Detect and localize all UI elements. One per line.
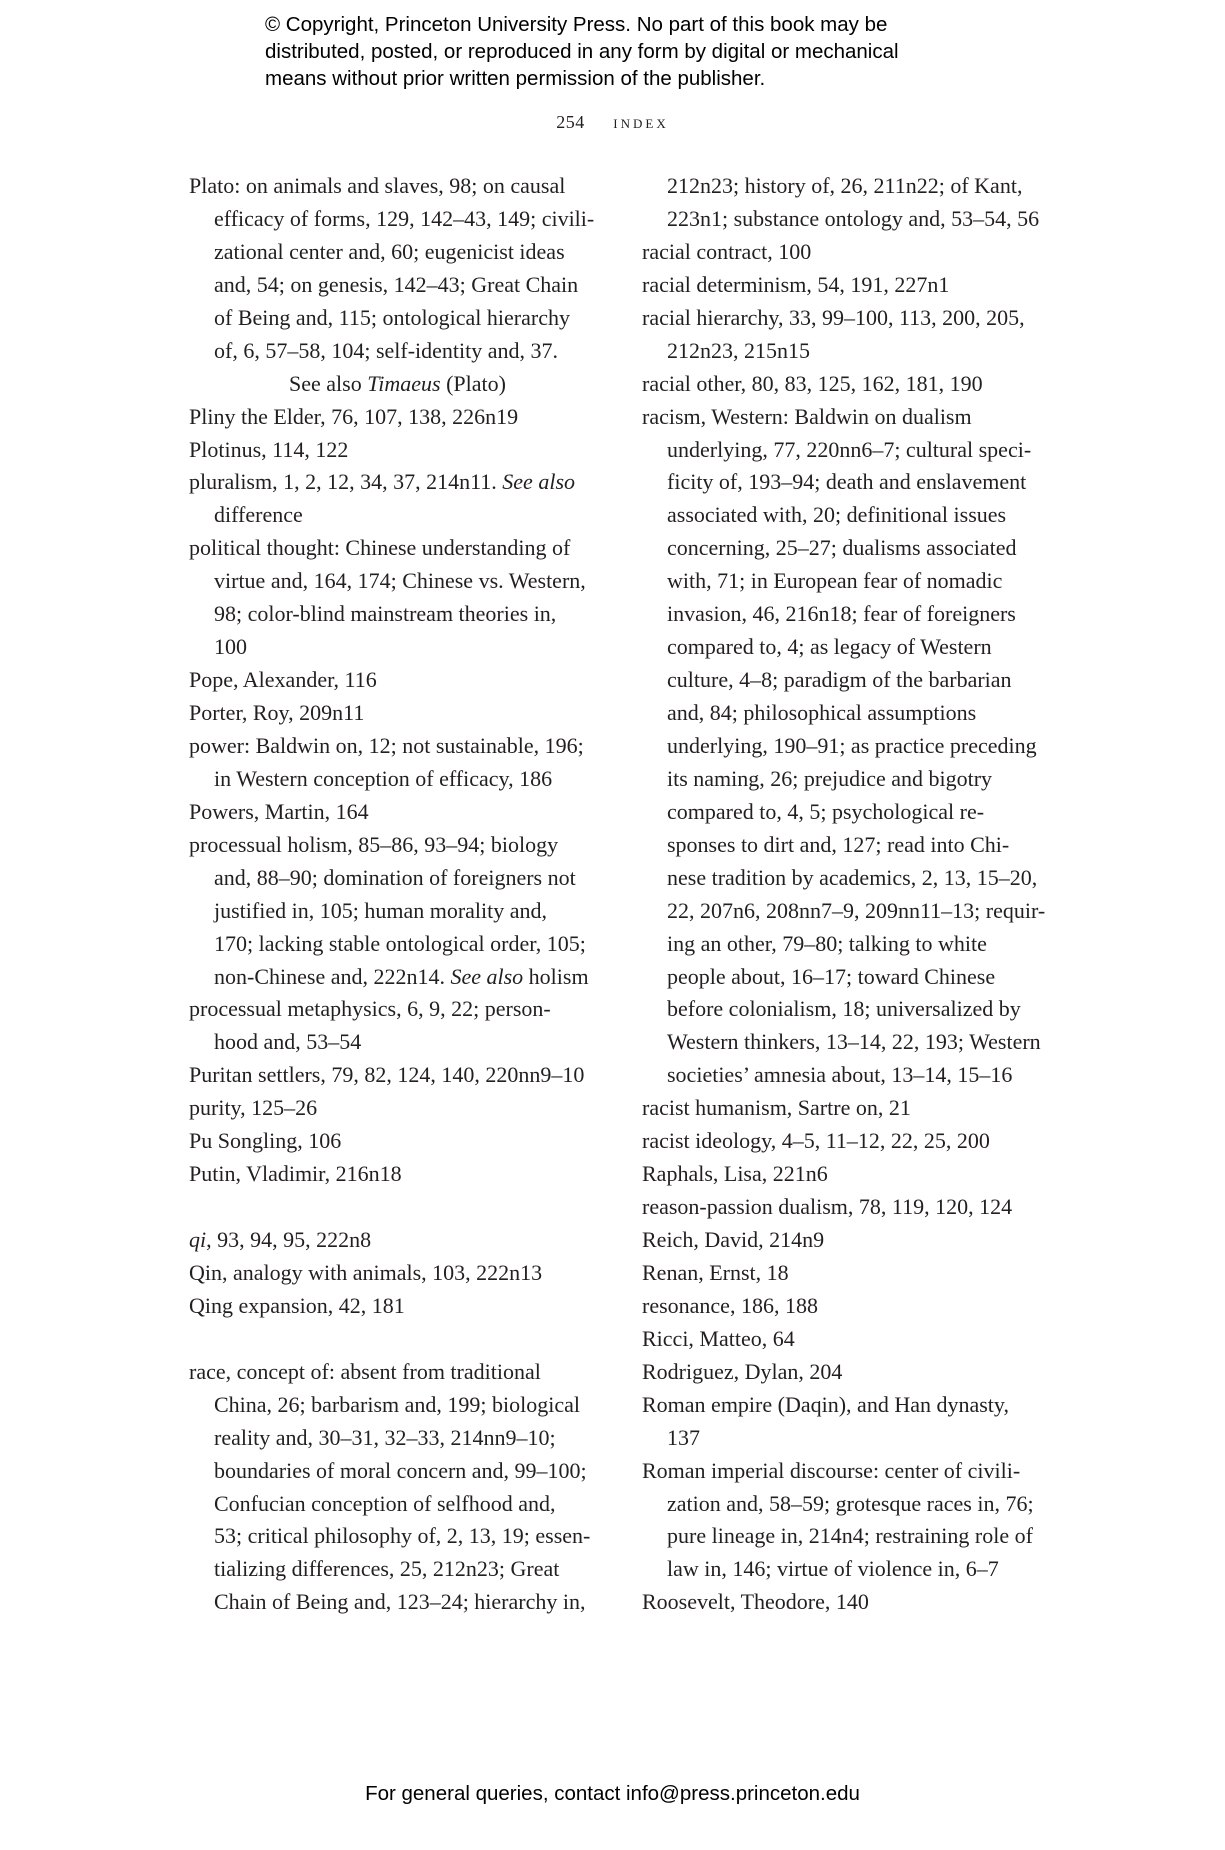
entry-line: people about, 16–17; toward Chinese	[667, 963, 996, 989]
entry-line: Raphals, Lisa, 221n6	[642, 1161, 828, 1187]
entry-line: justified in, 105; human morality and,	[214, 897, 548, 923]
index-entry	[642, 1455, 1062, 1587]
entry-line: 223n1; substance ontology and, 53–54, 56	[667, 205, 1040, 231]
entry-line: virtue and, 164, 174; Chinese vs. Western,	[214, 568, 586, 594]
entry-line: pure lineage in, 214n4; restraining role of	[667, 1523, 1033, 1549]
entry-line: sponses to dirt and, 127; read into Chi-	[667, 831, 1010, 857]
entry-line: racial other, 80, 83, 125, 162, 181, 190	[642, 370, 983, 396]
text-segment: , 93, 94, 95, 222n8	[206, 1227, 372, 1252]
index-entry	[189, 1356, 609, 1620]
entry-line: ficity of, 193–94; death and enslavement	[667, 469, 1027, 495]
index-entry	[642, 1323, 1062, 1356]
copyright-notice	[265, 11, 899, 92]
page-number: 254	[556, 112, 585, 132]
index-entry	[642, 1158, 1062, 1191]
entry-line: political thought: Chinese understanding of	[189, 535, 571, 561]
index-entry	[642, 1586, 1062, 1619]
entry-line: reason-passion dualism, 78, 119, 120, 124	[642, 1194, 1013, 1220]
text-segment: holism	[523, 963, 589, 989]
index-entry	[189, 434, 609, 467]
entry-line: Pu Songling, 106	[189, 1128, 342, 1154]
entry-line: culture, 4–8; paradigm of the barbarian	[667, 667, 1012, 693]
italic-text: qi	[189, 1227, 207, 1252]
index-entry	[189, 730, 609, 796]
entry-line: purity, 125–26	[189, 1095, 318, 1121]
index-entry	[189, 1257, 609, 1290]
entry-line: law in, 146; virtue of violence in, 6–7	[667, 1556, 999, 1582]
index-entry	[189, 466, 609, 532]
entry-line: Renan, Ernst, 18	[642, 1259, 789, 1285]
entry-line: racist ideology, 4–5, 11–12, 22, 25, 200	[642, 1128, 990, 1154]
entry-line: processual metaphysics, 6, 9, 22; person-	[189, 996, 551, 1022]
entry-line: 22, 207n6, 208nn7–9, 209nn11–13; requir-	[667, 897, 1046, 923]
index-entry	[642, 1092, 1062, 1125]
index-entry	[642, 302, 1062, 368]
letter-gap	[189, 1191, 609, 1224]
entry-line: Western thinkers, 13–14, 22, 193; Western	[667, 1029, 1041, 1055]
entry-line: reality and, 30–31, 32–33, 214nn9–10;	[214, 1424, 556, 1450]
index-entry	[642, 236, 1062, 269]
entry-line: its naming, 26; prejudice and bigotry	[667, 765, 993, 791]
index-entry	[642, 401, 1062, 1093]
entry-line: processual holism, 85–86, 93–94; biology	[189, 831, 559, 857]
entry-line: and, 84; philosophical assumptions	[667, 700, 977, 725]
entry-line: with, 71; in European fear of nomadic	[667, 568, 1003, 594]
entry-line: resonance, 186, 188	[642, 1292, 818, 1318]
entry-line: zation and, 58–59; grotesque races in, 76;	[667, 1490, 1034, 1516]
entry-line: zational center and, 60; eugenicist ideas	[214, 238, 565, 264]
entry-line: Plotinus, 114, 122	[189, 436, 349, 462]
index-entry	[189, 1059, 609, 1092]
entry-line: racist humanism, Sartre on, 21	[642, 1095, 911, 1121]
entry-line: concerning, 25–27; dualisms associated	[667, 535, 1017, 561]
entry-line: difference	[214, 502, 303, 528]
index-entry	[642, 170, 1062, 236]
entry-line: in Western conception of efficacy, 186	[214, 765, 553, 791]
entry-line	[189, 961, 609, 994]
entry-line: Qing expansion, 42, 181	[189, 1292, 405, 1318]
entry-line: before colonialism, 18; universalized by	[667, 996, 1021, 1022]
entry-line: Roosevelt, Theodore, 140	[642, 1589, 869, 1615]
entry-line: underlying, 190–91; as practice preceding	[667, 732, 1037, 758]
entry-line: 212n23; history of, 26, 211n22; of Kant,	[667, 173, 1023, 198]
index-entry	[189, 697, 609, 730]
entry-line: ing an other, 79–80; talking to white	[667, 930, 987, 956]
entry-line: Porter, Roy, 209n11	[189, 700, 365, 725]
entry-line: compared to, 4; as legacy of Western	[667, 634, 992, 660]
index-entry	[189, 170, 609, 401]
text-segment: pluralism, 1, 2, 12, 34, 37, 214n11.	[189, 469, 503, 495]
entry-line	[189, 1224, 609, 1257]
index-entry	[189, 1125, 609, 1158]
index-entry	[642, 1356, 1062, 1389]
index-entry	[642, 368, 1062, 401]
index-entry	[189, 1290, 609, 1323]
entry-line: Chain of Being and, 123–24; hierarchy in,	[214, 1589, 586, 1615]
copyright-line: means without prior written permission of the publisher.	[265, 67, 766, 90]
entry-line: Roman empire (Daqin), and Han dynasty,	[642, 1391, 1009, 1417]
entry-line: Rodriguez, Dylan, 204	[642, 1358, 843, 1384]
entry-line: power: Baldwin on, 12; not sustainable, 196;	[189, 732, 584, 758]
italic-text: See also	[502, 469, 575, 495]
entry-line: racism, Western: Baldwin on dualism	[642, 403, 972, 429]
index-entry	[642, 1290, 1062, 1323]
entry-line: Ricci, Matteo, 64	[642, 1325, 795, 1351]
index-entry	[189, 796, 609, 829]
index-entry	[189, 664, 609, 697]
entry-line: tializing differences, 25, 212n23; Great	[214, 1556, 560, 1582]
entry-line: Roman imperial discourse: center of civili-	[642, 1457, 1021, 1483]
entry-line: 98; color-blind mainstream theories in,	[214, 601, 557, 627]
italic-text: Timaeus	[367, 370, 441, 396]
index-entry	[642, 1389, 1062, 1455]
entry-line: Pliny the Elder, 76, 107, 138, 226n19	[189, 403, 519, 429]
index-entry	[189, 401, 609, 434]
entry-line: Puritan settlers, 79, 82, 124, 140, 220nn9–10	[189, 1062, 585, 1088]
entry-line: associated with, 20; definitional issues	[667, 502, 1007, 528]
copyright-line: © Copyright, Princeton University Press. No part of this book may be	[265, 13, 888, 36]
index-entry	[189, 1092, 609, 1125]
italic-text: See also	[450, 963, 524, 989]
entry-line: Qin, analogy with animals, 103, 222n13	[189, 1259, 543, 1285]
text-segment: See also	[289, 370, 368, 396]
entry-line: China, 26; barbarism and, 199; biological	[214, 1391, 580, 1417]
text-segment: non-Chinese and, 222n14.	[214, 963, 451, 989]
entry-line: compared to, 4, 5; psychological re-	[667, 798, 985, 824]
index-entry	[189, 1224, 609, 1257]
index-entry	[642, 269, 1062, 302]
footer-contact: For general queries, contact info@press.princeton.edu	[365, 1782, 860, 1805]
index-entry	[189, 1158, 609, 1191]
running-head	[0, 112, 1225, 134]
index-entry	[189, 532, 609, 664]
entry-line: 212n23, 215n15	[667, 337, 810, 363]
entry-line: Reich, David, 214n9	[642, 1227, 825, 1252]
entry-line: nese tradition by academics, 2, 13, 15–20,	[667, 864, 1038, 890]
entry-line: racial determinism, 54, 191, 227n1	[642, 271, 950, 297]
entry-line: invasion, 46, 216n18; fear of foreigners	[667, 601, 1016, 627]
letter-gap	[189, 1323, 609, 1356]
entry-line: of Being and, 115; ontological hierarchy	[214, 304, 570, 330]
entry-line: and, 54; on genesis, 142–43; Great Chain	[214, 271, 579, 297]
entry-line	[189, 466, 609, 499]
entry-line: and, 88–90; domination of foreigners not	[214, 864, 576, 890]
entry-line: 137	[667, 1424, 700, 1450]
index-entry	[642, 1191, 1062, 1224]
entry-line: 100	[214, 634, 247, 660]
entry-line: Pope, Alexander, 116	[189, 667, 377, 693]
entry-line: hood and, 53–54	[214, 1029, 362, 1055]
index-entry	[642, 1125, 1062, 1158]
entry-line: racial contract, 100	[642, 238, 812, 264]
text-segment: (Plato)	[440, 370, 506, 396]
entry-line: Plato: on animals and slaves, 98; on causal	[189, 173, 566, 198]
index-entry	[189, 993, 609, 1059]
entry-line: boundaries of moral concern and, 99–100;	[214, 1457, 587, 1483]
entry-line: of, 6, 57–58, 104; self-identity and, 37.	[214, 337, 559, 363]
entry-line: 53; critical philosophy of, 2, 13, 19; essen-	[214, 1523, 591, 1549]
entry-line: Powers, Martin, 164	[189, 798, 369, 824]
copyright-line: distributed, posted, or reproduced in any form by digital or mechanical	[265, 40, 899, 63]
entry-line: efficacy of forms, 129, 142–43, 149; civili-	[214, 205, 595, 231]
section-title: index	[613, 112, 669, 133]
entry-line: societies’ amnesia about, 13–14, 15–16	[667, 1062, 1013, 1088]
index-entry	[642, 1257, 1062, 1290]
index-column-right	[642, 170, 1062, 1619]
index-column-left	[189, 170, 609, 1619]
entry-line: Putin, Vladimir, 216n18	[189, 1161, 402, 1187]
entry-line: race, concept of: absent from traditional	[189, 1358, 541, 1384]
entry-line: Confucian conception of selfhood and,	[214, 1490, 556, 1516]
entry-line: racial hierarchy, 33, 99–100, 113, 200, 205,	[642, 304, 1025, 330]
entry-line: underlying, 77, 220nn6–7; cultural speci-	[667, 436, 1032, 462]
entry-line	[189, 368, 609, 401]
entry-line: 170; lacking stable ontological order, 105;	[214, 930, 586, 956]
index-entry	[189, 829, 609, 994]
index-entry	[642, 1224, 1062, 1257]
